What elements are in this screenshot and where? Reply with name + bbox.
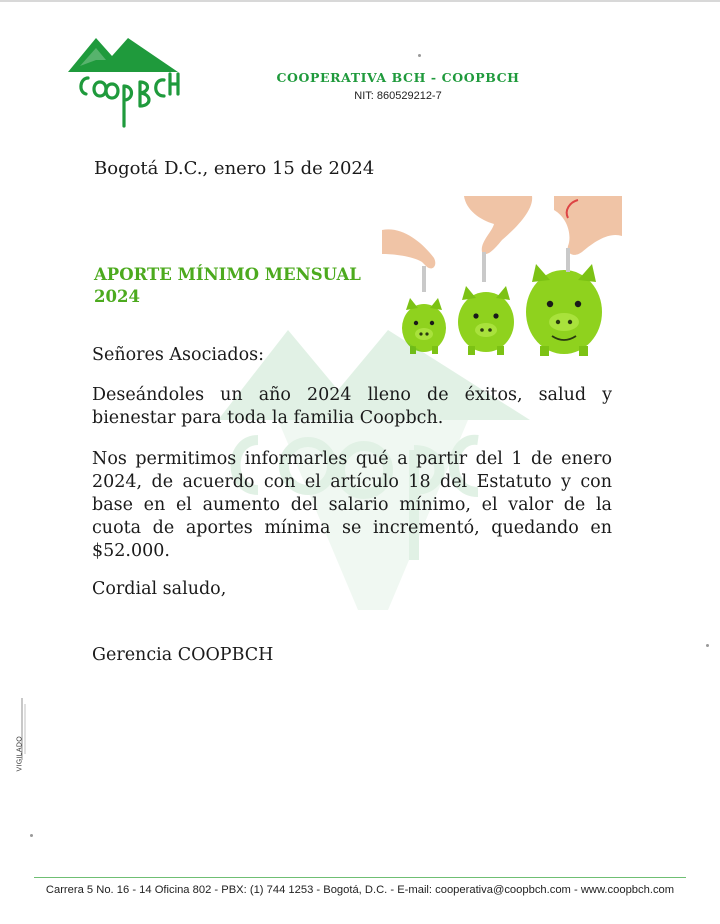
vigilado-label: VIGILADO bbox=[16, 736, 24, 772]
footer-contact: Carrera 5 No. 16 - 14 Oficina 802 - PBX: (1) 744 1253 - Bogotá, D.C. - E-mail: cooperativa@coopbch.com - www.coopbch.com bbox=[45, 884, 675, 896]
letter-paragraph-2: Nos permitimos informarles qué a partir del 1 de enero 2024, de acuerdo con el artículo 18 del Estatuto y con base en el aumento del salario mínimo, el valor de la cuota de aportes mínima se incrementó, quedando en $52.000. bbox=[92, 449, 612, 561]
organization-name: COOPERATIVA BCH - COOPBCH bbox=[276, 70, 520, 85]
scan-speck bbox=[30, 834, 33, 837]
letter-closing: Cordial saludo, bbox=[92, 579, 227, 599]
footer-divider bbox=[34, 877, 686, 878]
hand-with-coin-icon bbox=[554, 196, 622, 272]
coopbch-logo-icon bbox=[66, 34, 180, 132]
letter-date: Bogotá D.C., enero 15 de 2024 bbox=[94, 158, 375, 179]
letter-signature: Gerencia COOPBCH bbox=[92, 645, 274, 665]
hand-with-coin-icon bbox=[382, 229, 435, 292]
organization-nit: NIT: 860529212-7 bbox=[354, 90, 442, 102]
vigilado-stamp bbox=[6, 690, 32, 776]
top-edge-line bbox=[0, 0, 720, 2]
scan-speck bbox=[418, 54, 421, 57]
letter-paragraph-1: Deseándoles un año 2024 lleno de éxitos, salud y bienestar para toda la familia Coopbch. bbox=[92, 385, 612, 428]
letter-greeting: Señores Asociados: bbox=[92, 345, 265, 365]
hand-with-coin-icon bbox=[464, 196, 532, 282]
scan-speck bbox=[706, 644, 709, 647]
letter-subject: APORTE MÍNIMO MENSUAL 2024 bbox=[94, 265, 361, 306]
vigilado-fine-print-icon bbox=[20, 694, 28, 764]
large-piggy-icon bbox=[526, 264, 602, 356]
